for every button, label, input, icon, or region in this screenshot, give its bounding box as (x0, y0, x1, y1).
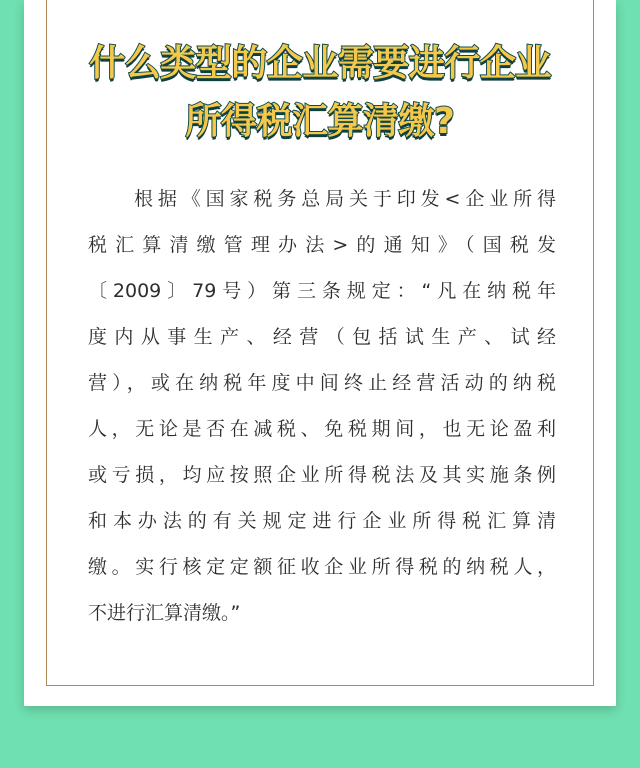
body-line: 〔2009〕79号）第三条规定：“凡在纳税年 (88, 280, 556, 302)
title-line-1: 什么类型的企业需要进行企业 (89, 43, 551, 84)
article-body (88, 176, 556, 636)
body-line: 营），或在纳税年度中间终止经营活动的纳税 (88, 372, 556, 394)
body-line: 度内从事生产、经营（包括试生产、试经 (88, 326, 556, 348)
title-line-2: 所得税汇算清缴? (185, 101, 455, 142)
body-line: 税汇算清缴管理办法>的通知》（国税发 (88, 234, 556, 256)
body-line: 和本办法的有关规定进行企业所得税汇算清 (88, 510, 556, 532)
body-line: 缴。实行核定定额征收企业所得税的纳税人， (88, 556, 556, 578)
body-line: 不进行汇算清缴。” (88, 602, 241, 624)
body-line: 人，无论是否在减税、免税期间，也无论盈利 (88, 418, 556, 440)
body-line: 或亏损，均应按照企业所得税法及其实施条例 (88, 464, 556, 486)
body-line: 根据《国家税务总局关于印发<企业所得 (134, 188, 556, 210)
